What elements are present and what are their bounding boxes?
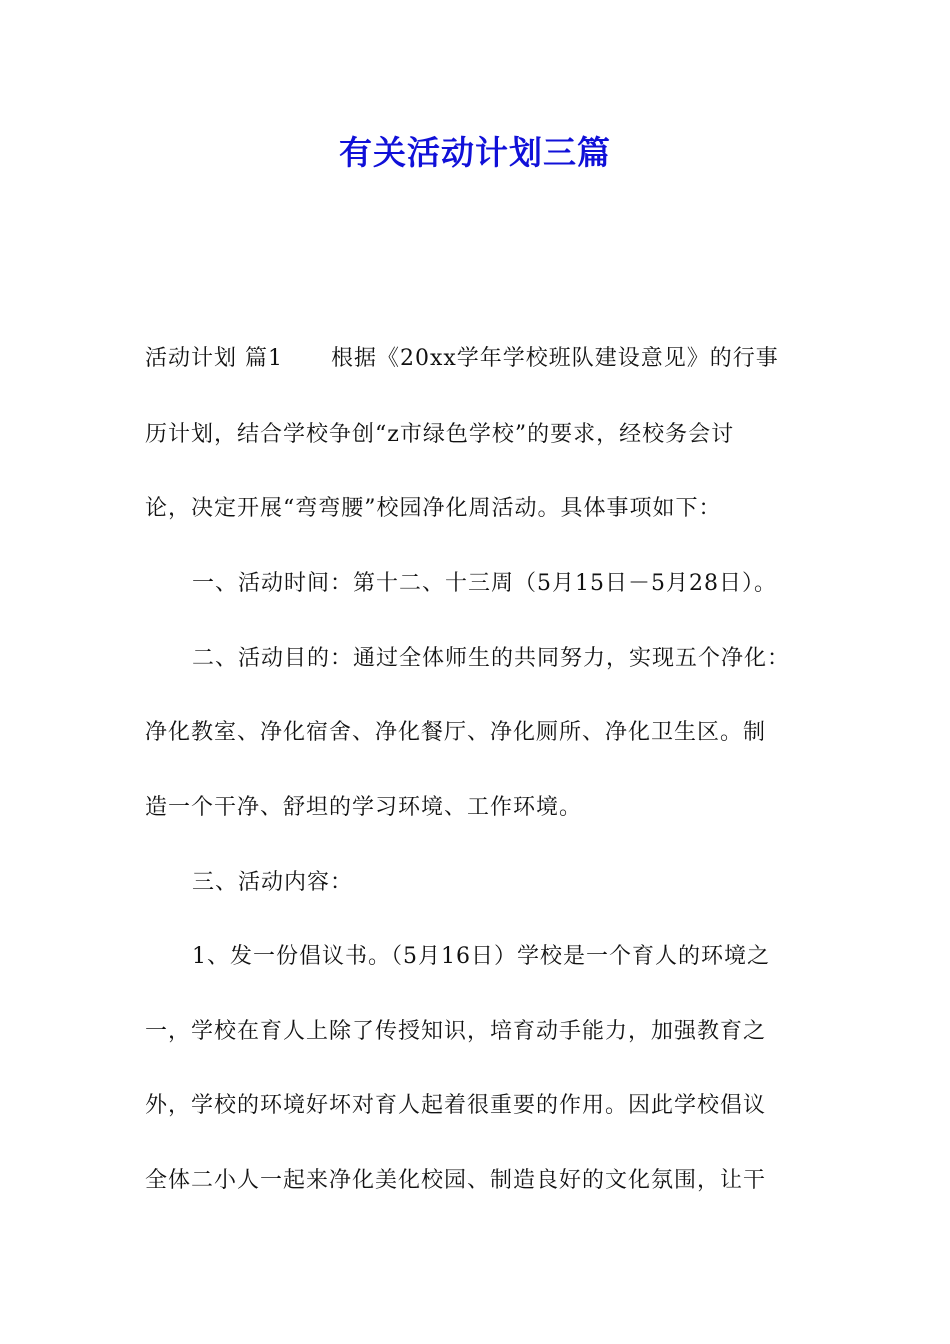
paragraph-line: 净化教室、净化宿舍、净化餐厅、净化厕所、净化卫生区。制 (145, 720, 767, 745)
paragraph-line: 三、活动内容： (192, 870, 354, 895)
paragraph-line: 论，决定开展“弯弯腰”校园净化周活动。具体事项如下： (145, 496, 722, 521)
paragraph-line: 全体二小人一起来净化美化校园、制造良好的文化氛围，让干 (145, 1168, 767, 1193)
paragraph-line: 历计划，结合学校争创“z市绿色学校”的要求，经校务会讨 (145, 422, 735, 447)
paragraph-line: 活动计划 篇1 根据《20xx学年学校班队建设意见》的行事 (145, 346, 779, 371)
document-title: 有关活动计划三篇 (339, 133, 611, 172)
paragraph-line: 一、活动时间：第十二、十三周（5月15日－5月28日）。 (192, 571, 777, 596)
paragraph-line: 二、活动目的：通过全体师生的共同努力，实现五个净化： (192, 646, 791, 671)
paragraph-line: 一，学校在育人上除了传授知识，培育动手能力，加强教育之 (145, 1019, 767, 1044)
paragraph-line: 造一个干净、舒坦的学习环境、工作环境。 (145, 795, 583, 820)
paragraph-line: 外，学校的环境好坏对育人起着很重要的作用。因此学校倡议 (145, 1093, 767, 1118)
paragraph-line: 1、发一份倡议书。（5月16日）学校是一个育人的环境之 (192, 944, 770, 969)
